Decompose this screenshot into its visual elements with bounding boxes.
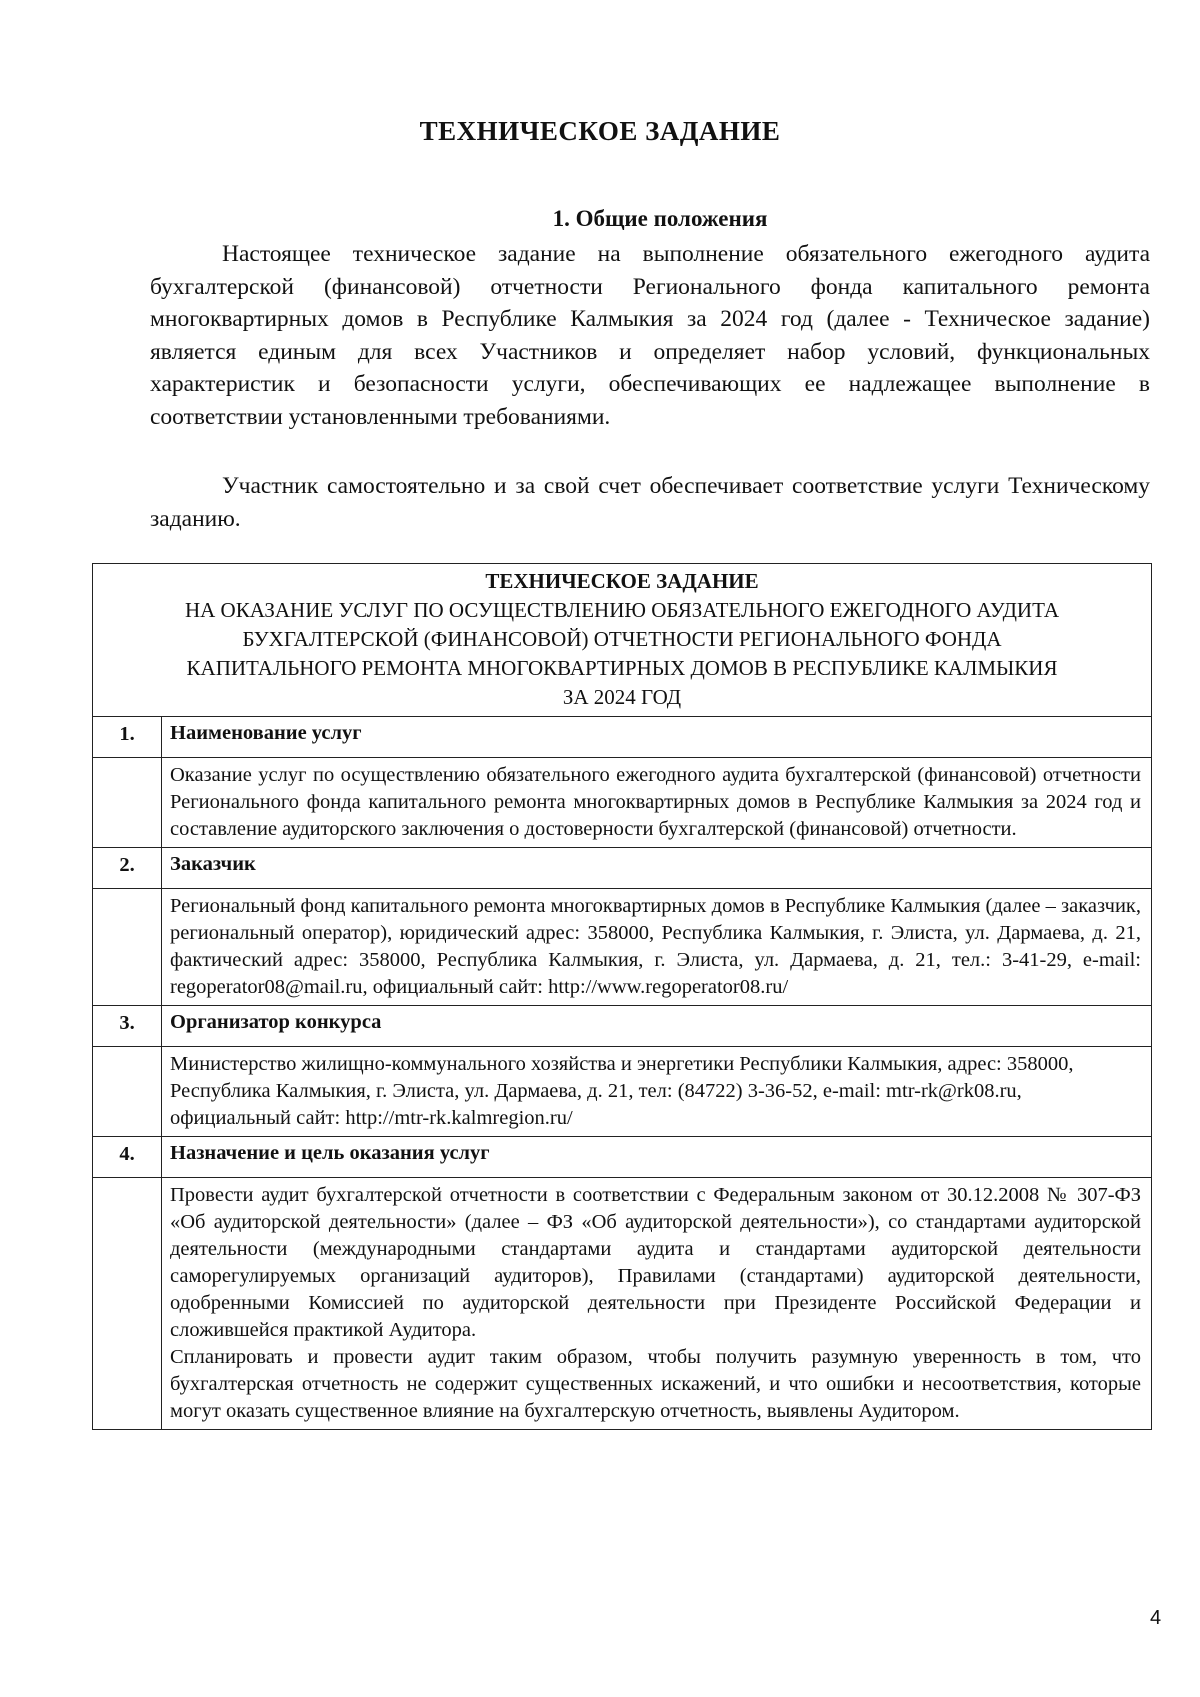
row-text <box>162 889 1152 1006</box>
table-row <box>93 758 1152 848</box>
table-row <box>93 848 1152 889</box>
row-label: Организатор конкурса <box>162 1006 1152 1047</box>
section-heading: 1. Общие положения <box>552 206 768 231</box>
table-header-cell <box>93 564 1152 717</box>
table-row <box>93 1006 1152 1047</box>
table-header-line: БУХГАЛТЕРСКОЙ (ФИНАНСОВОЙ) ОТЧЕТНОСТИ РЕГИОНАЛЬНОГО ФОНДА <box>242 627 1002 651</box>
row-number: 4. <box>93 1137 162 1178</box>
table-header-line: ЗА 2024 ГОД <box>562 685 682 709</box>
table-row <box>93 717 1152 758</box>
row-paragraph: Оказание услуг по осуществлению обязательного ежегодного аудита бухгалтерской (финансовой) отчетности Регионального фонда капитального ремонта многоквартирных домов в Республике Калмыкия за 2024 год и составление аудиторского заключения о достоверности бухгалтерской (финансовой) отчетности. <box>170 764 1141 840</box>
table-header-line: НА ОКАЗАНИЕ УСЛУГ ПО ОСУЩЕСТВЛЕНИЮ ОБЯЗАТЕЛЬНОГО ЕЖЕГОДНОГО АУДИТА <box>184 598 1060 622</box>
row-paragraph: Провести аудит бухгалтерской отчетности в соответствии с Федеральным законом от 30.12.2008 № 307-ФЗ «Об аудиторской деятельности» (далее – ФЗ «Об аудиторской деятельности»), со стандартами аудиторской деятельности (международными стандартами аудита и стандартами аудиторской деятельности саморегулируемых организаций аудиторов), Правилами (стандартами) аудиторской деятельности, одобренными Комиссией по аудиторской деятельности при Президенте Российской Федерации и сложившейся практикой Аудитора. <box>170 1184 1141 1341</box>
row-label: Наименование услуг <box>162 717 1152 758</box>
spec-table <box>92 563 1152 1430</box>
row-number: 1. <box>93 717 162 758</box>
row-paragraph: Региональный фонд капитального ремонта многоквартирных домов в Республике Калмыкия (далее – заказчик, региональный оператор), юридический адрес: 358000, Республика Калмыкия, г. Элиста, ул. Дармаева, д. 21, фактический адрес: 358000, Республика Калмыкия, г. Элиста, ул. Дармаева, д. 21, тел.: 3-41-29, e-mail: regoperator08@mail.ru, официальный сайт: http://www.regoperator08.ru/ <box>170 895 1141 998</box>
table-header-row <box>93 564 1152 717</box>
intro-paragraph-1: Настоящее техническое задание на выполнение обязательного ежегодного аудита бухгалтерской (финансовой) отчетности Регионального фонда капитального ремонта многоквартирных домов в Республике Калмыкия за 2024 год (далее - Техническое задание) является единым для всех Участников и определяет набор условий, функциональных характеристик и безопасности услуги, обеспечивающих ее надлежащее выполнение в соответствии установленными требованиями. <box>150 241 1150 430</box>
empty-cell <box>93 758 162 848</box>
table-header-line: КАПИТАЛЬНОГО РЕМОНТА МНОГОКВАРТИРНЫХ ДОМОВ В РЕСПУБЛИКЕ КАЛМЫКИЯ <box>186 656 1058 680</box>
page-number: 4 <box>1150 1607 1162 1629</box>
row-text <box>162 758 1152 848</box>
row-text <box>162 1047 1152 1137</box>
table-row <box>93 1137 1152 1178</box>
row-label: Заказчик <box>162 848 1152 889</box>
row-number: 3. <box>93 1006 162 1047</box>
empty-cell <box>93 889 162 1006</box>
page-title: ТЕХНИЧЕСКОЕ ЗАДАНИЕ <box>419 116 781 146</box>
empty-cell <box>93 1178 162 1430</box>
table-row <box>93 1047 1152 1137</box>
row-paragraph: Министерство жилищно-коммунального хозяйства и энергетики Республики Калмыкия, адрес: 358000, Республика Калмыкия, г. Элиста, ул. Дармаева, д. 21, тел: (84722) 3-36-52, e-mail: mtr-rk@rk08.ru, официальный сайт: http://mtr-rk.kalmregion.ru/ <box>170 1053 1074 1129</box>
intro-paragraph-2: Участник самостоятельно и за свой счет обеспечивает соответствие услуги Техническому заданию. <box>150 473 1150 532</box>
row-paragraph: Спланировать и провести аудит таким образом, чтобы получить разумную уверенность в том, что бухгалтерская отчетность не содержит существенных искажений, и что ошибки и несоответствия, которые могут оказать существенное влияние на бухгалтерскую отчетность, выявлены Аудитором. <box>170 1346 1141 1422</box>
row-number: 2. <box>93 848 162 889</box>
row-text <box>162 1178 1152 1430</box>
table-row <box>93 889 1152 1006</box>
table-header-title: ТЕХНИЧЕСКОЕ ЗАДАНИЕ <box>485 569 759 593</box>
empty-cell <box>93 1047 162 1137</box>
table-row <box>93 1178 1152 1430</box>
row-label: Назначение и цель оказания услуг <box>162 1137 1152 1178</box>
